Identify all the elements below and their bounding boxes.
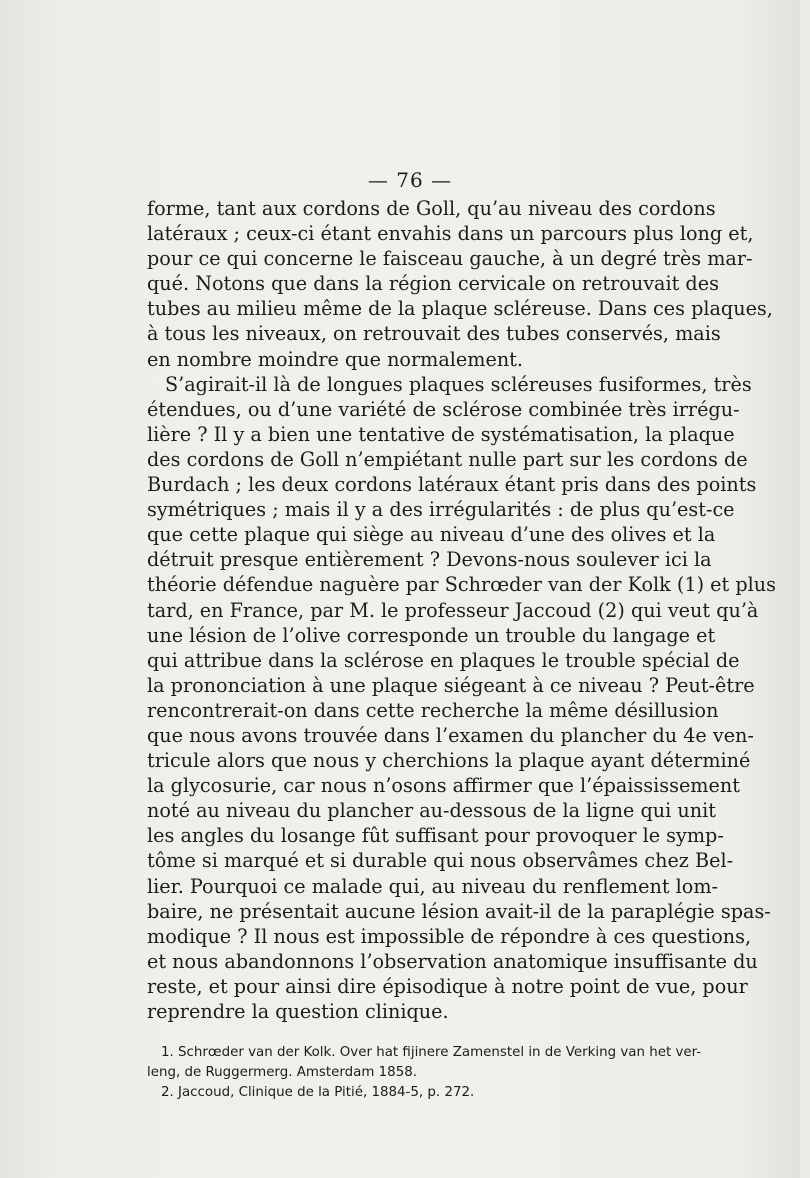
footnote-1-continuation: leng, de Ruggermerg. Amsterdam 1858. xyxy=(147,1065,417,1080)
body-line: que cette plaque qui siège au niveau d’une des olives et la xyxy=(147,523,716,547)
body-line: et nous abandonnons l’observation anatomique insuffisante du xyxy=(147,949,758,973)
body-line: tricule alors que nous y cherchions la plaque ayant déterminé xyxy=(147,749,751,773)
body-line: la glycosurie, car nous n’osons affirmer que l’épaississement xyxy=(147,774,740,798)
body-line: détruit presque entièrement ? Devons-nous soulever ici la xyxy=(147,548,712,572)
body-line: modique ? Il nous est impossible de répondre à ces questions, xyxy=(147,924,752,948)
body-line: une lésion de l’olive corresponde un trouble du langage et xyxy=(147,623,716,647)
body-line: rencontrerait-on dans cette recherche la même désillusion xyxy=(147,698,719,722)
body-line: qué. Notons que dans la région cervicale on retrouvait des xyxy=(147,272,719,296)
body-line: lière ? Il y a bien une tentative de systématisation, la plaque xyxy=(147,422,735,446)
body-line: qui attribue dans la sclérose en plaques le trouble spécial de xyxy=(147,648,740,672)
body-line: Burdach ; les deux cordons latéraux étant pris dans des points xyxy=(147,473,757,497)
body-line: tôme si marqué et si durable qui nous observâmes chez Bel- xyxy=(147,849,734,873)
body-line: les angles du losange fût suffisant pour provoquer le symp- xyxy=(147,824,724,848)
footnote-1: 1. Schrœder van der Kolk. Over hat fijinere Zamenstel in de Verking van het ver- xyxy=(161,1045,702,1060)
body-line: des cordons de Goll n’empiétant nulle part sur les cordons de xyxy=(147,447,748,471)
body-line: pour ce qui concerne le faisceau gauche, à un degré très mar- xyxy=(147,247,753,271)
body-line: reprendre la question clinique. xyxy=(147,1000,449,1023)
body-text xyxy=(147,196,776,1024)
body-line: en nombre moindre que normalement. xyxy=(147,347,523,371)
body-line: S’agirait-il là de longues plaques scléreuses fusiformes, très xyxy=(165,372,752,396)
footnote-2: 2. Jaccoud, Clinique de la Pitié, 1884-5, p. 272. xyxy=(161,1085,475,1100)
body-line: théorie défendue naguère par Schrœder van der Kolk (1) et plus xyxy=(147,573,776,597)
body-line: reste, et pour ainsi dire épisodique à notre point de vue, pour xyxy=(147,974,748,998)
body-line: noté au niveau du plancher au-dessous de la ligne qui unit xyxy=(147,799,716,823)
body-line: que nous avons trouvée dans l’examen du plancher du 4e ven- xyxy=(147,723,754,747)
body-line: à tous les niveaux, on retrouvait des tubes conservés, mais xyxy=(147,322,721,346)
body-line: symétriques ; mais il y a des irrégularités : de plus qu’est-ce xyxy=(147,498,735,522)
body-line: étendues, ou d’une variété de sclérose combinée très irrégu- xyxy=(147,397,740,421)
body-line: tubes au milieu même de la plaque scléreuse. Dans ces plaques, xyxy=(147,297,773,321)
body-line: latéraux ; ceux-ci étant envahis dans un parcours plus long et, xyxy=(147,222,754,246)
body-line: la prononciation à une plaque siégeant à ce niveau ? Peut-être xyxy=(147,673,755,697)
footnotes xyxy=(147,1043,702,1103)
body-line: tard, en France, par M. le professeur Jaccoud (2) qui veut qu’à xyxy=(147,598,759,622)
body-line: baire, ne présentait aucune lésion avait-il de la paraplégie spas- xyxy=(147,899,771,923)
page-number: — 76 — xyxy=(367,168,453,192)
body-line: forme, tant aux cordons de Goll, qu’au niveau des cordons xyxy=(147,197,716,220)
body-line: lier. Pourquoi ce malade qui, au niveau du renflement lom- xyxy=(147,874,718,898)
